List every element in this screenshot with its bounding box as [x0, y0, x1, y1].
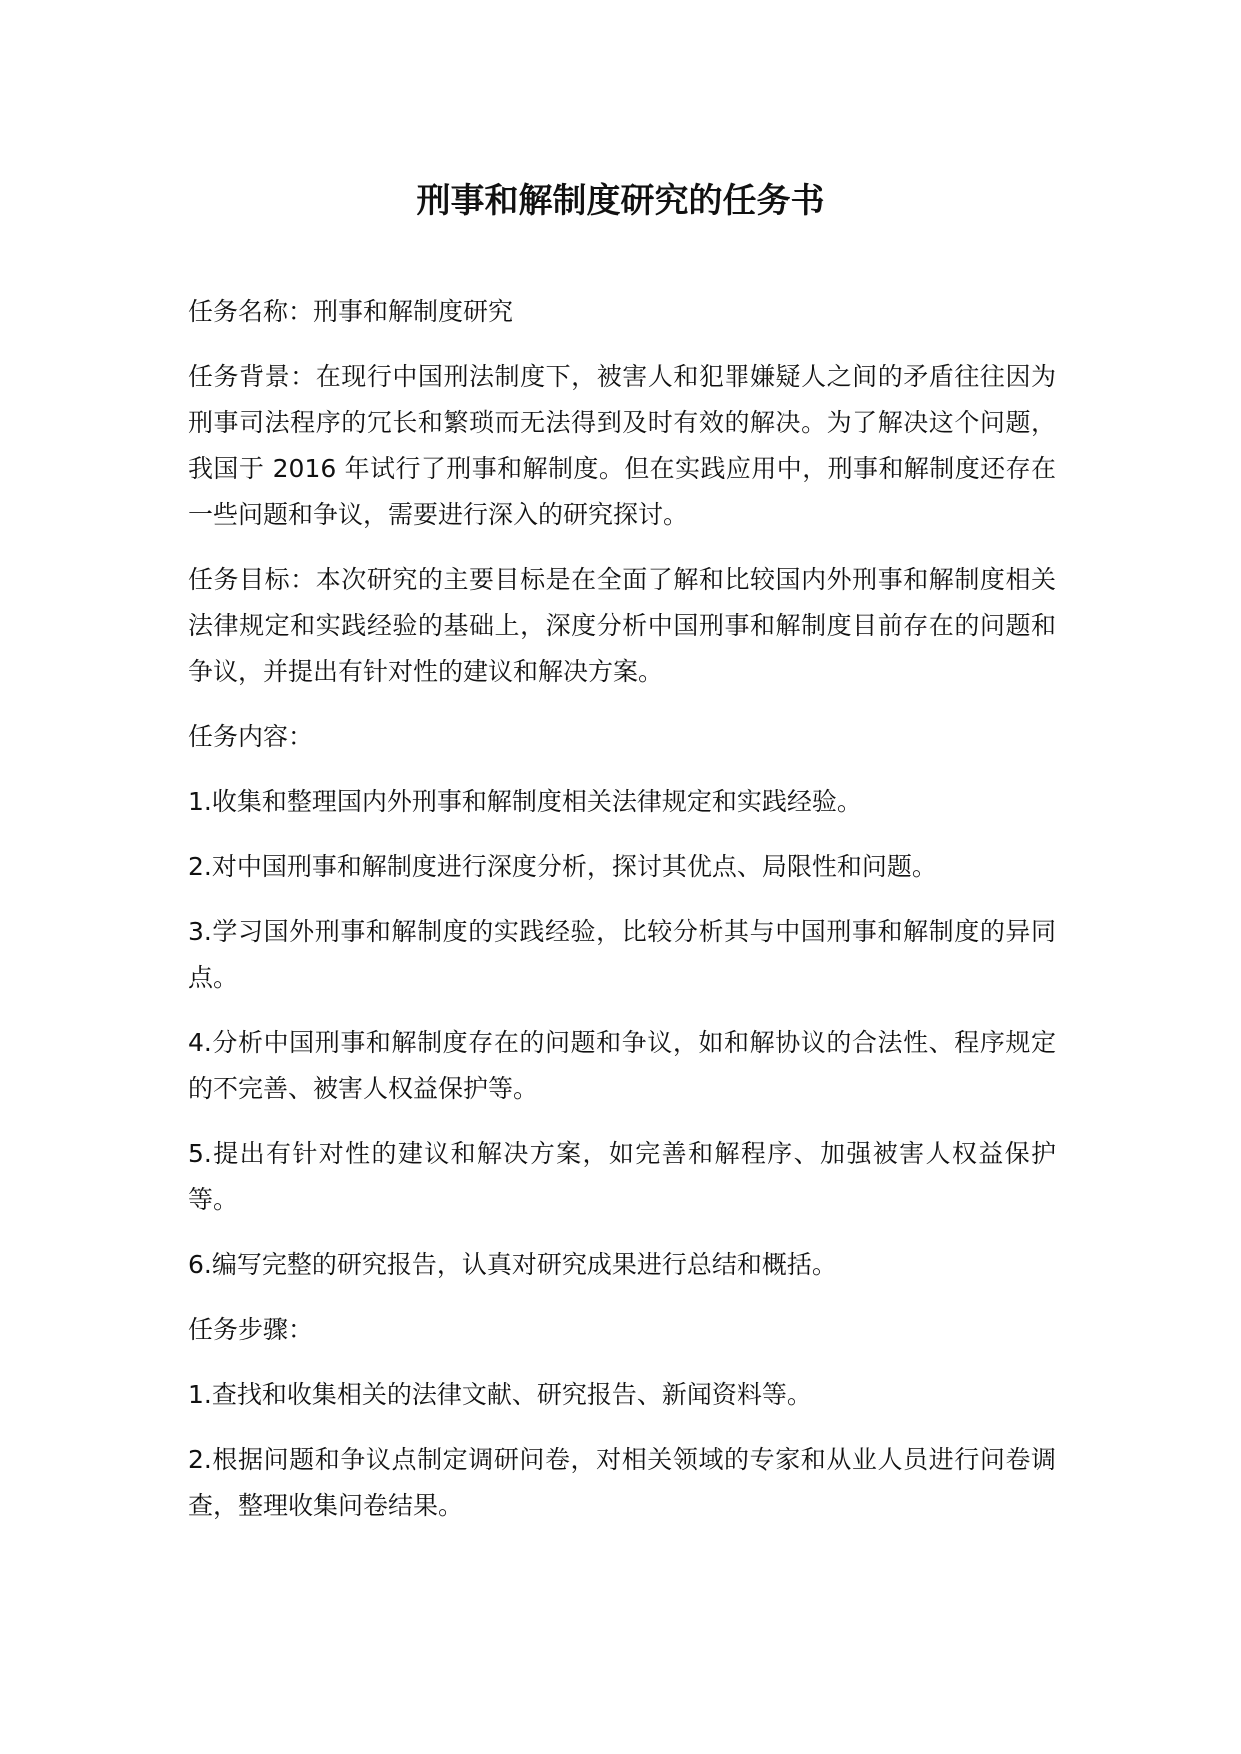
document-title: 刑事和解制度研究的任务书: [416, 181, 825, 221]
content-item-1: 1.收集和整理国内外刑事和解制度相关法律规定和实践经验。: [188, 787, 862, 816]
content-item-6: 6.编写完整的研究报告，认真对研究成果进行总结和概括。: [188, 1250, 837, 1279]
content-item-5: 5.提出有针对性的建议和解决方案，如完善和解程序、加强被害人权益保护等。: [188, 1139, 1056, 1214]
document-body: [188, 289, 1056, 1548]
content-item-2: 2.对中国刑事和解制度进行深度分析，探讨其优点、局限性和问题。: [188, 852, 937, 881]
task-goal-paragraph: 任务目标：本次研究的主要目标是在全面了解和比较国内外刑事和解制度相关法律规定和实践经验的基础上，深度分析中国刑事和解制度目前存在的问题和争议，并提出有针对性的建议和解决方案。: [188, 565, 1056, 686]
step-item-2: 2.根据问题和争议点制定调研问卷，对相关领域的专家和从业人员进行问卷调查，整理收集问卷结果。: [188, 1445, 1056, 1520]
step-item-1: 1.查找和收集相关的法律文献、研究报告、新闻资料等。: [188, 1380, 812, 1409]
task-name-paragraph: 任务名称：刑事和解制度研究: [188, 297, 514, 326]
task-steps-heading: 任务步骤：: [188, 1315, 314, 1344]
task-background-paragraph: 任务背景：在现行中国刑法制度下，被害人和犯罪嫌疑人之间的矛盾往往因为刑事司法程序的冗长和繁琐而无法得到及时有效的解决。为了解决这个问题，我国于 2016 年试行了刑事和解制度。但在实践应用中，刑事和解制度还存在一些问题和争议，需要进行深入的研究探讨。: [188, 362, 1056, 529]
content-item-4: 4.分析中国刑事和解制度存在的问题和争议，如和解协议的合法性、程序规定的不完善、被害人权益保护等。: [188, 1028, 1056, 1103]
task-content-heading: 任务内容：: [188, 722, 314, 751]
content-item-3: 3.学习国外刑事和解制度的实践经验，比较分析其与中国刑事和解制度的异同点。: [188, 917, 1056, 992]
